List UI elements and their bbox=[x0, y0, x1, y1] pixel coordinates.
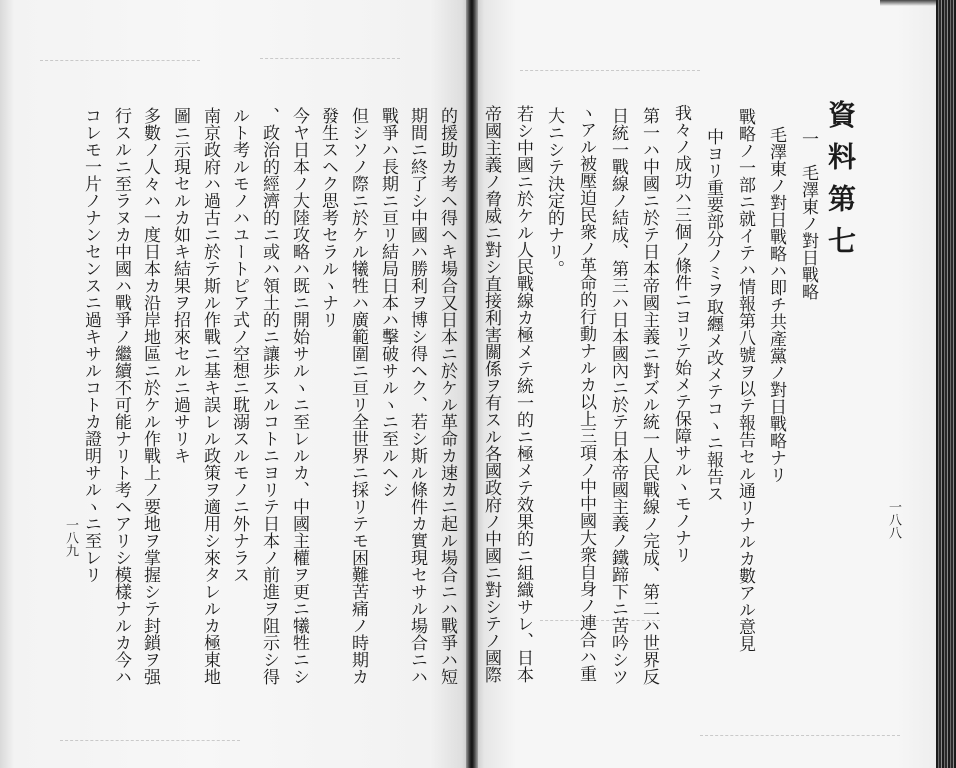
text-column: 南京政府ハ過古ニ於テ斯ル作戰ニ基キ誤レル政策ヲ適用シ來タレルカ極東地 bbox=[200, 107, 220, 685]
text-column: ルト考ルモノハユートピア式ノ空想ニ耽溺スルモノニ外ナラス bbox=[229, 107, 249, 583]
page-number-left: 一八九 bbox=[63, 518, 78, 557]
text-column: 戰爭ハ長期ニ亘リ結局日本ハ擊破サルヽニ至ルヘシ bbox=[378, 107, 398, 498]
text-column: ヽアル被壓迫民衆ノ革命的行動ナルカ以上三項ノ中中國大衆自身ノ連合ハ重 bbox=[576, 104, 596, 682]
text-column: 毛澤東ノ對日戰略ハ即チ共產黨ノ對日戰略ナリ bbox=[766, 126, 786, 483]
text-column: 大ニシテ決定的ナリ。 bbox=[544, 107, 564, 277]
text-column: 今ヤ日本ノ大陸攻略ハ既ニ開始サルヽニ至レルカ、中國主權ヲ更ニ犧牲ニシ bbox=[289, 107, 309, 685]
text-column: 的援助カ考ヘ得ヘキ場合又日本ニ於ケル革命カ速カニ起ル場合ニハ戰爭ハ短 bbox=[437, 107, 457, 685]
text-column: 若シ中國ニ於ケル人民戰線カ極メテ統一的ニ極メテ效果的ニ組織サレ、日本 bbox=[513, 105, 533, 683]
bleed-through-line bbox=[260, 58, 400, 60]
bleed-through-line bbox=[60, 740, 240, 742]
document-heading: 資料第七 bbox=[824, 100, 857, 268]
text-column: 圖ニ示現セルカ如キ結果ヲ招來セルニ過サリキ bbox=[170, 107, 190, 464]
text-column: 但シソノ際ニ於ケル犧牲ハ廣範圍ニ亘リ全世界ニ採リテモ困難苦痛ノ時期カ bbox=[348, 107, 368, 685]
section-title: 一 毛澤東ノ對日戰略 bbox=[798, 130, 818, 300]
text-column: 日統一戰線ノ結成、第三ハ日本國內ニ於テ日本帝國主義ノ鐵蹄下ニ苦吟シツ bbox=[608, 107, 628, 685]
text-column: 期間ニ終了シ中國ハ勝利ヲ博シ得ヘク、若シ斯ル條件カ實現セサル場合ニハ bbox=[407, 107, 427, 685]
text-column: 多數ノ人々ハ一度日本カ沿岸地區ニ於ケル作戰上ノ要地ヲ掌握シテ封鎖ヲ强 bbox=[140, 107, 160, 685]
text-column: 中ヨリ重要部分ノミヲ取纒メ改メテコヽニ報告ス bbox=[703, 128, 723, 502]
text-column: 第一ハ中國ニ於テ日本帝國主義ニ對ズル統一人民戰線ノ完成、第二ハ世界反 bbox=[639, 107, 659, 685]
text-column: コレモ一片ノナンセンスニ過キサルコトカ證明サルヽニ至レリ bbox=[81, 107, 101, 583]
text-column: 行スルニ至ラヌカ中國ハ戰爭ノ繼續不可能ナリト考ヘアリシ模樣ナルカ今ハ bbox=[111, 107, 131, 685]
text-column: 戰略ノ一部ニ就イテハ情報第八號ヲ以テ報告セル通リナルカ數アル意見 bbox=[735, 108, 755, 652]
text-column: 我々ノ成功ハ三個ノ條件ニヨリテ始メテ保障サルヽモノナリ bbox=[671, 104, 691, 563]
bleed-through-line bbox=[700, 735, 900, 737]
text-column: 帝國主義ノ脅威ニ對シ直接利害關係ヲ有スル各國政府ノ中國ニ對シテノ國際 bbox=[481, 105, 501, 683]
text-column: 、政治的經濟的ニ或ハ領土的ニ讓歩スルコトニヨリテ日本ノ前進ヲ阻示シ得 bbox=[259, 107, 279, 685]
scan-shadow bbox=[880, 0, 936, 6]
bleed-through-line bbox=[40, 60, 200, 62]
page-number-right: 一八八 bbox=[886, 500, 901, 539]
text-column: 發生スヘク思考セラルヽナリ bbox=[318, 107, 338, 328]
page-edges bbox=[936, 0, 956, 768]
bleed-through-line bbox=[520, 70, 700, 72]
